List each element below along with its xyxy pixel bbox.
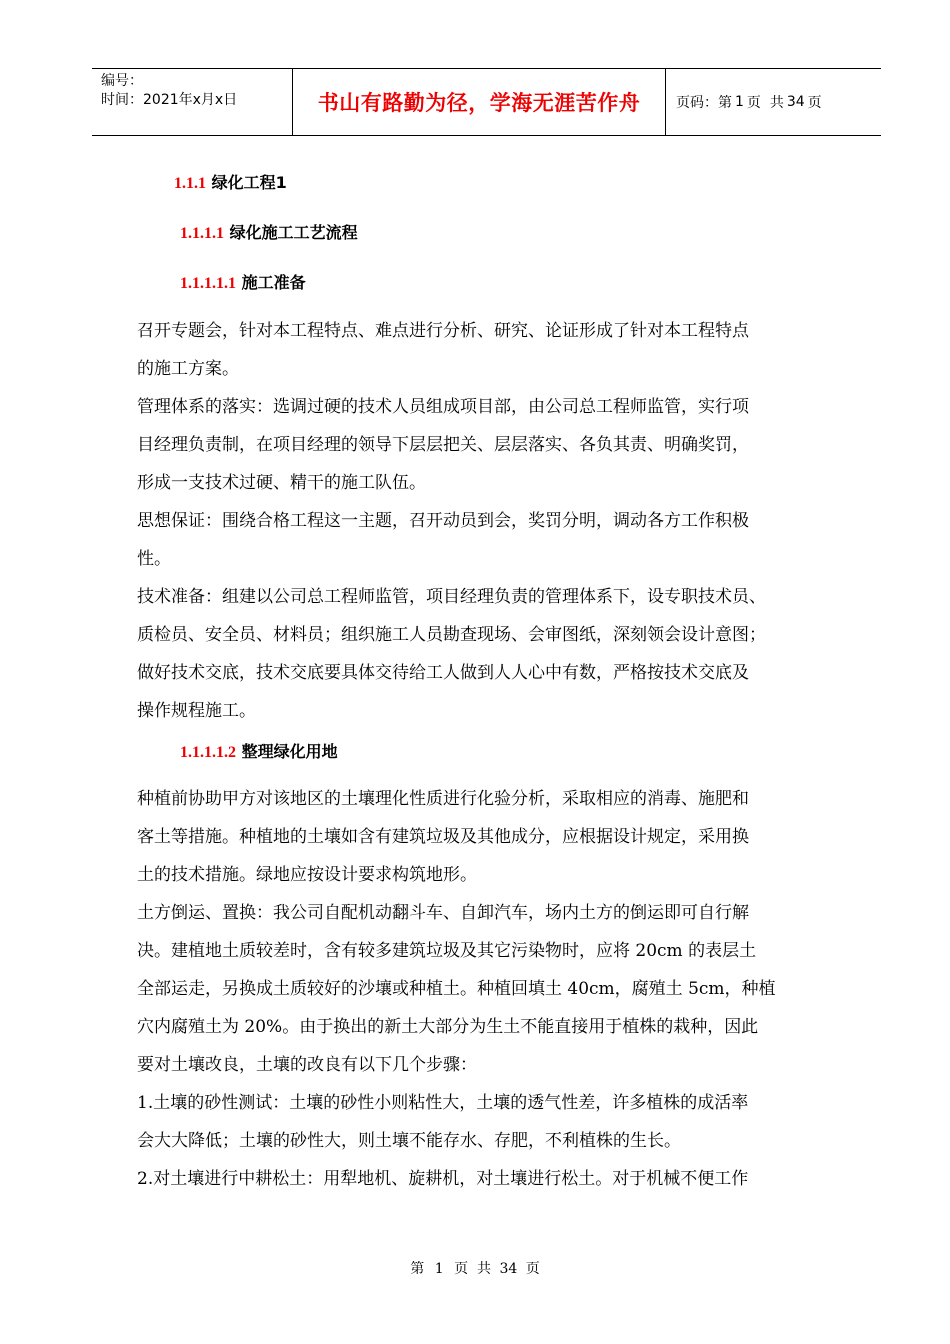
header-page-total: 34 <box>786 94 805 110</box>
paragraph-line: 质检员、安全员、材料员；组织施工人员勘查现场、会审图纸，深刻领会设计意图； <box>137 625 766 645</box>
heading-text: 绿化工程1 <box>211 173 287 192</box>
paragraph-line: 要对土壤改良，土壤的改良有以下几个步骤： <box>137 1055 477 1075</box>
document-number-label: 编号： <box>101 73 143 89</box>
footer-mid: 页 共 <box>454 1261 491 1277</box>
heading-level-5 <box>180 270 306 293</box>
heading-text: 施工准备 <box>241 273 306 292</box>
footer-suffix: 页 <box>525 1261 540 1277</box>
heading-level-3 <box>174 170 287 193</box>
header-page-info <box>666 69 881 135</box>
paragraph-line: 目经理负责制，在项目经理的领导下层层把关、层层落实、各负其责、明确奖罚， <box>137 435 749 455</box>
heading-text: 绿化施工工艺流程 <box>229 223 358 242</box>
paragraph-section1 <box>137 312 845 730</box>
paragraph-line: 会大大降低；土壤的砂性大，则土壤不能存水、存肥，不利植株的生长。 <box>137 1131 681 1151</box>
header-page-suffix: 页 <box>807 95 822 111</box>
footer-page-current: 1 <box>434 1261 444 1277</box>
paragraph-line: 做好技术交底，技术交底要具体交待给工人做到人人心中有数，严格按技术交底及 <box>137 663 749 683</box>
heading-number: 1.1.1.1 <box>180 225 224 242</box>
paragraph-line: 思想保证：围绕合格工程这一主题，召开动员到会，奖罚分明，调动各方工作积极 <box>137 511 749 531</box>
document-time-label: 时间：2021年x月x日 <box>101 92 238 108</box>
header-motto: 书山有路勤为径，学海无涯苦作舟 <box>293 69 666 135</box>
heading-level-4 <box>180 220 358 243</box>
header-page-mid: 页 共 <box>746 95 784 111</box>
paragraph-line: 的施工方案。 <box>137 359 239 379</box>
paragraph-line: 操作规程施工。 <box>137 701 256 721</box>
paragraph-line: 客土等措施。种植地的土壤如含有建筑垃圾及其他成分，应根据设计规定，采用换 <box>137 827 749 847</box>
paragraph-line: 土的技术措施。绿地应按设计要求构筑地形。 <box>137 865 477 885</box>
paragraph-line: 召开专题会，针对本工程特点、难点进行分析、研究、论证形成了针对本工程特点 <box>137 321 749 341</box>
paragraph-line: 土方倒运、置换：我公司自配机动翻斗车、自卸汽车，场内土方的倒运即可自行解 <box>137 903 749 923</box>
paragraph-line: 穴内腐殖土为 20%。由于换出的新土大部分为生土不能直接用于植株的栽种，因此 <box>137 1017 759 1037</box>
footer-page-total: 34 <box>499 1261 518 1277</box>
heading-text: 整理绿化用地 <box>241 742 338 761</box>
paragraph-line: 管理体系的落实：选调过硬的技术人员组成项目部，由公司总工程师监管，实行项 <box>137 397 749 417</box>
footer-prefix: 第 <box>410 1261 425 1277</box>
paragraph-line: 1.土壤的砂性测试：土壤的砂性小则粘性大，土壤的透气性差，许多植株的成活率 <box>137 1093 749 1113</box>
paragraph-line: 技术准备：组建以公司总工程师监管，项目经理负责的管理体系下，设专职技术员、 <box>137 587 766 607</box>
heading-number: 1.1.1.1.1 <box>180 275 236 292</box>
header-info-cell <box>92 69 293 135</box>
heading-number: 1.1.1.1.2 <box>180 744 236 761</box>
page-header <box>92 68 881 136</box>
paragraph-line: 2.对土壤进行中耕松土：用犁地机、旋耕机，对土壤进行松土。对于机械不便工作 <box>137 1169 749 1189</box>
heading-number: 1.1.1 <box>174 175 206 192</box>
heading-level-5 <box>180 739 338 762</box>
header-page-current: 1 <box>735 94 744 110</box>
paragraph-line: 种植前协助甲方对该地区的土壤理化性质进行化验分析，采取相应的消毒、施肥和 <box>137 789 749 809</box>
page-footer <box>0 1258 950 1278</box>
paragraph-line: 全部运走，另换成土质较好的沙壤或种植土。种植回填土 40cm，腐殖土 5cm，种植 <box>137 979 776 999</box>
header-page-prefix: 页码：第 <box>676 95 732 111</box>
paragraph-line: 形成一支技术过硬、精干的施工队伍。 <box>137 473 426 493</box>
paragraph-section2 <box>137 780 845 1198</box>
paragraph-line: 性。 <box>137 549 171 569</box>
paragraph-line: 决。建植地土质较差时，含有较多建筑垃圾及其它污染物时，应将 20cm 的表层土 <box>137 941 757 961</box>
